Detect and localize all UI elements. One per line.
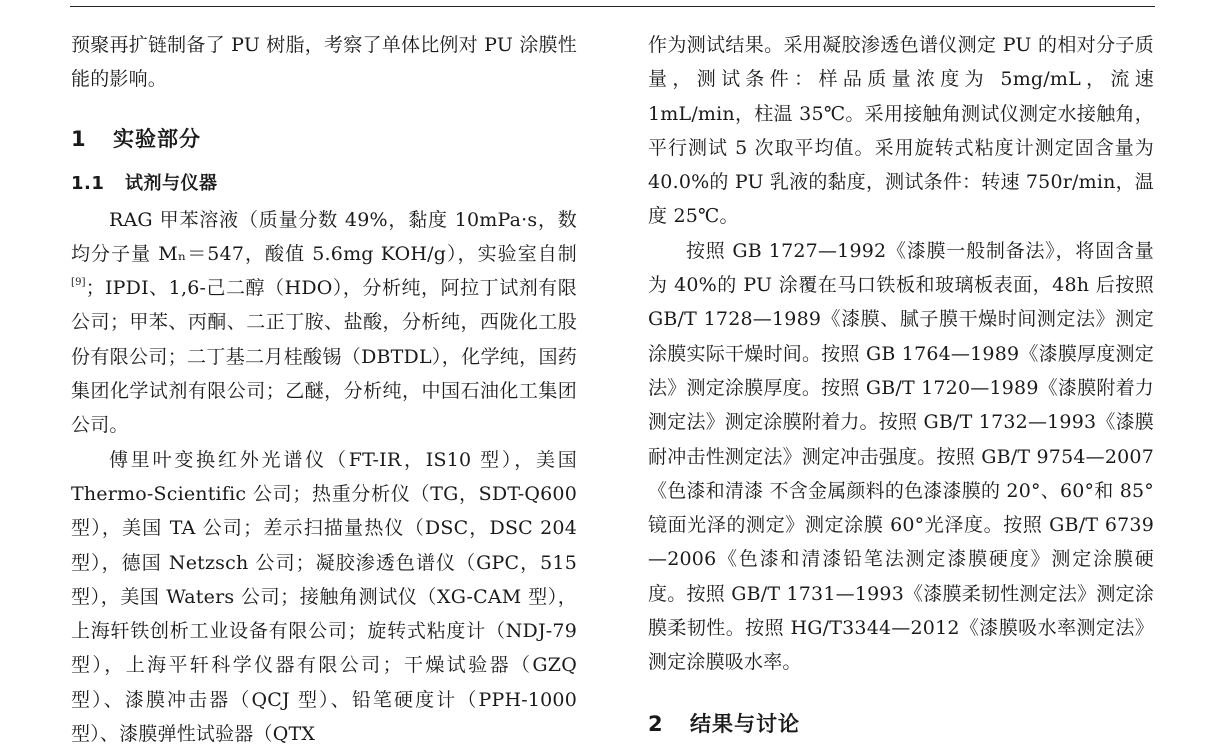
- reagents-text-part1: RAG 甲苯溶液（质量分数 49%，黏度 10mPa·s，数均分子量 Mₙ＝547，酸值 5.6mg KOH/g），实验室自制: [71, 208, 577, 265]
- spacer: [648, 680, 1154, 698]
- subsection-heading-reagents: [71, 165, 577, 203]
- section-heading-experimental: [71, 113, 577, 165]
- right-column: [648, 28, 1154, 750]
- subsection-title: 试剂与仪器: [125, 172, 218, 194]
- spacer: [71, 97, 577, 113]
- subsection-number: 1.1: [71, 172, 105, 194]
- standards-paragraph: 按照 GB 1727—1992《漆膜一般制备法》，将固含量为 40%的 PU 涂覆在马口铁板和玻璃板表面，48h 后按照 GB/T 1728—1989《漆膜、腻子膜干燥时间测定法》测定涂膜实际干燥时间。按照 GB 1764—1989《漆膜厚度测定法》测定涂膜厚度。按照 GB/T 1720—1989《漆膜附着力测定法》测定涂膜附着力。按照 GB/T 1732—1993《漆膜耐冲击性测定法》测定冲击强度。按照 GB/T 9754—2007《色漆和清漆 不含金属颜料的色漆漆膜的 20°、60°和 85°镜面光泽的测定》测定涂膜 60°光泽度。按照 GB/T 6739—2006《色漆和清漆铅笔法测定漆膜硬度》测定涂膜硬度。按照 GB/T 1731—1993《漆膜柔韧性测定法》测定涂膜柔韧性。按照 HG/T3344—2012《漆膜吸水率测定法》测定涂膜吸水率。: [648, 239, 1154, 674]
- reagents-paragraph: [71, 203, 577, 443]
- intro-paragraph: 预聚再扩链制备了 PU 树脂，考察了单体比例对 PU 涂膜性能的影响。: [71, 34, 577, 91]
- testing-paragraph: 作为测试结果。采用凝胶渗透色谱仪测定 PU 的相对分子质量，测试条件：样品质量浓度为 5mg/mL，流速 1mL/min，柱温 35℃。采用接触角测试仪测定水接触角，平行测试 5 次取平均值。采用旋转式粘度计测定固含量为 40.0%的 PU 乳液的黏度，测试条件：转速 750r/min，温度 25℃。: [648, 34, 1154, 228]
- section-title: 实验部分: [113, 126, 201, 151]
- left-column: [71, 28, 577, 751]
- section-number: 2: [648, 711, 664, 736]
- reagents-text-part2: ；IPDI、1,6-己二醇（HDO），分析纯，阿拉丁试剂有限公司；甲苯、丙酮、二正丁胺、盐酸，分析纯，西陇化工股份有限公司；二丁基二月桂酸锡（DBTDL），化学纯，国药集团化学试剂有限公司；乙醚，分析纯，中国石油化工集团公司。: [71, 277, 577, 437]
- section-number: 1: [71, 126, 87, 151]
- section-title: 结果与讨论: [690, 711, 800, 736]
- section-heading-results: [648, 698, 1154, 750]
- header-rule: [70, 6, 1155, 7]
- citation-ref[interactable]: [9]: [71, 277, 86, 289]
- instruments-paragraph: 傅里叶变换红外光谱仪（FT-IR，IS10 型），美国 Thermo-Scientific 公司；热重分析仪（TG，SDT-Q600 型），美国 TA 公司；差示扫描量热仪（DSC，DSC 204 型），德国 Netzsch 公司；凝胶渗透色谱仪（GPC，515 型），美国 Waters 公司；接触角测试仪（XG-CAM 型），上海轩铁创析工业设备有限公司；旋转式粘度计（NDJ-79 型），上海平轩科学仪器有限公司；干燥试验器（GZQ 型）、漆膜冲击器（QCJ 型）、铅笔硬度计（PPH-1000 型）、漆膜弹性试验器（QTX: [71, 448, 577, 746]
